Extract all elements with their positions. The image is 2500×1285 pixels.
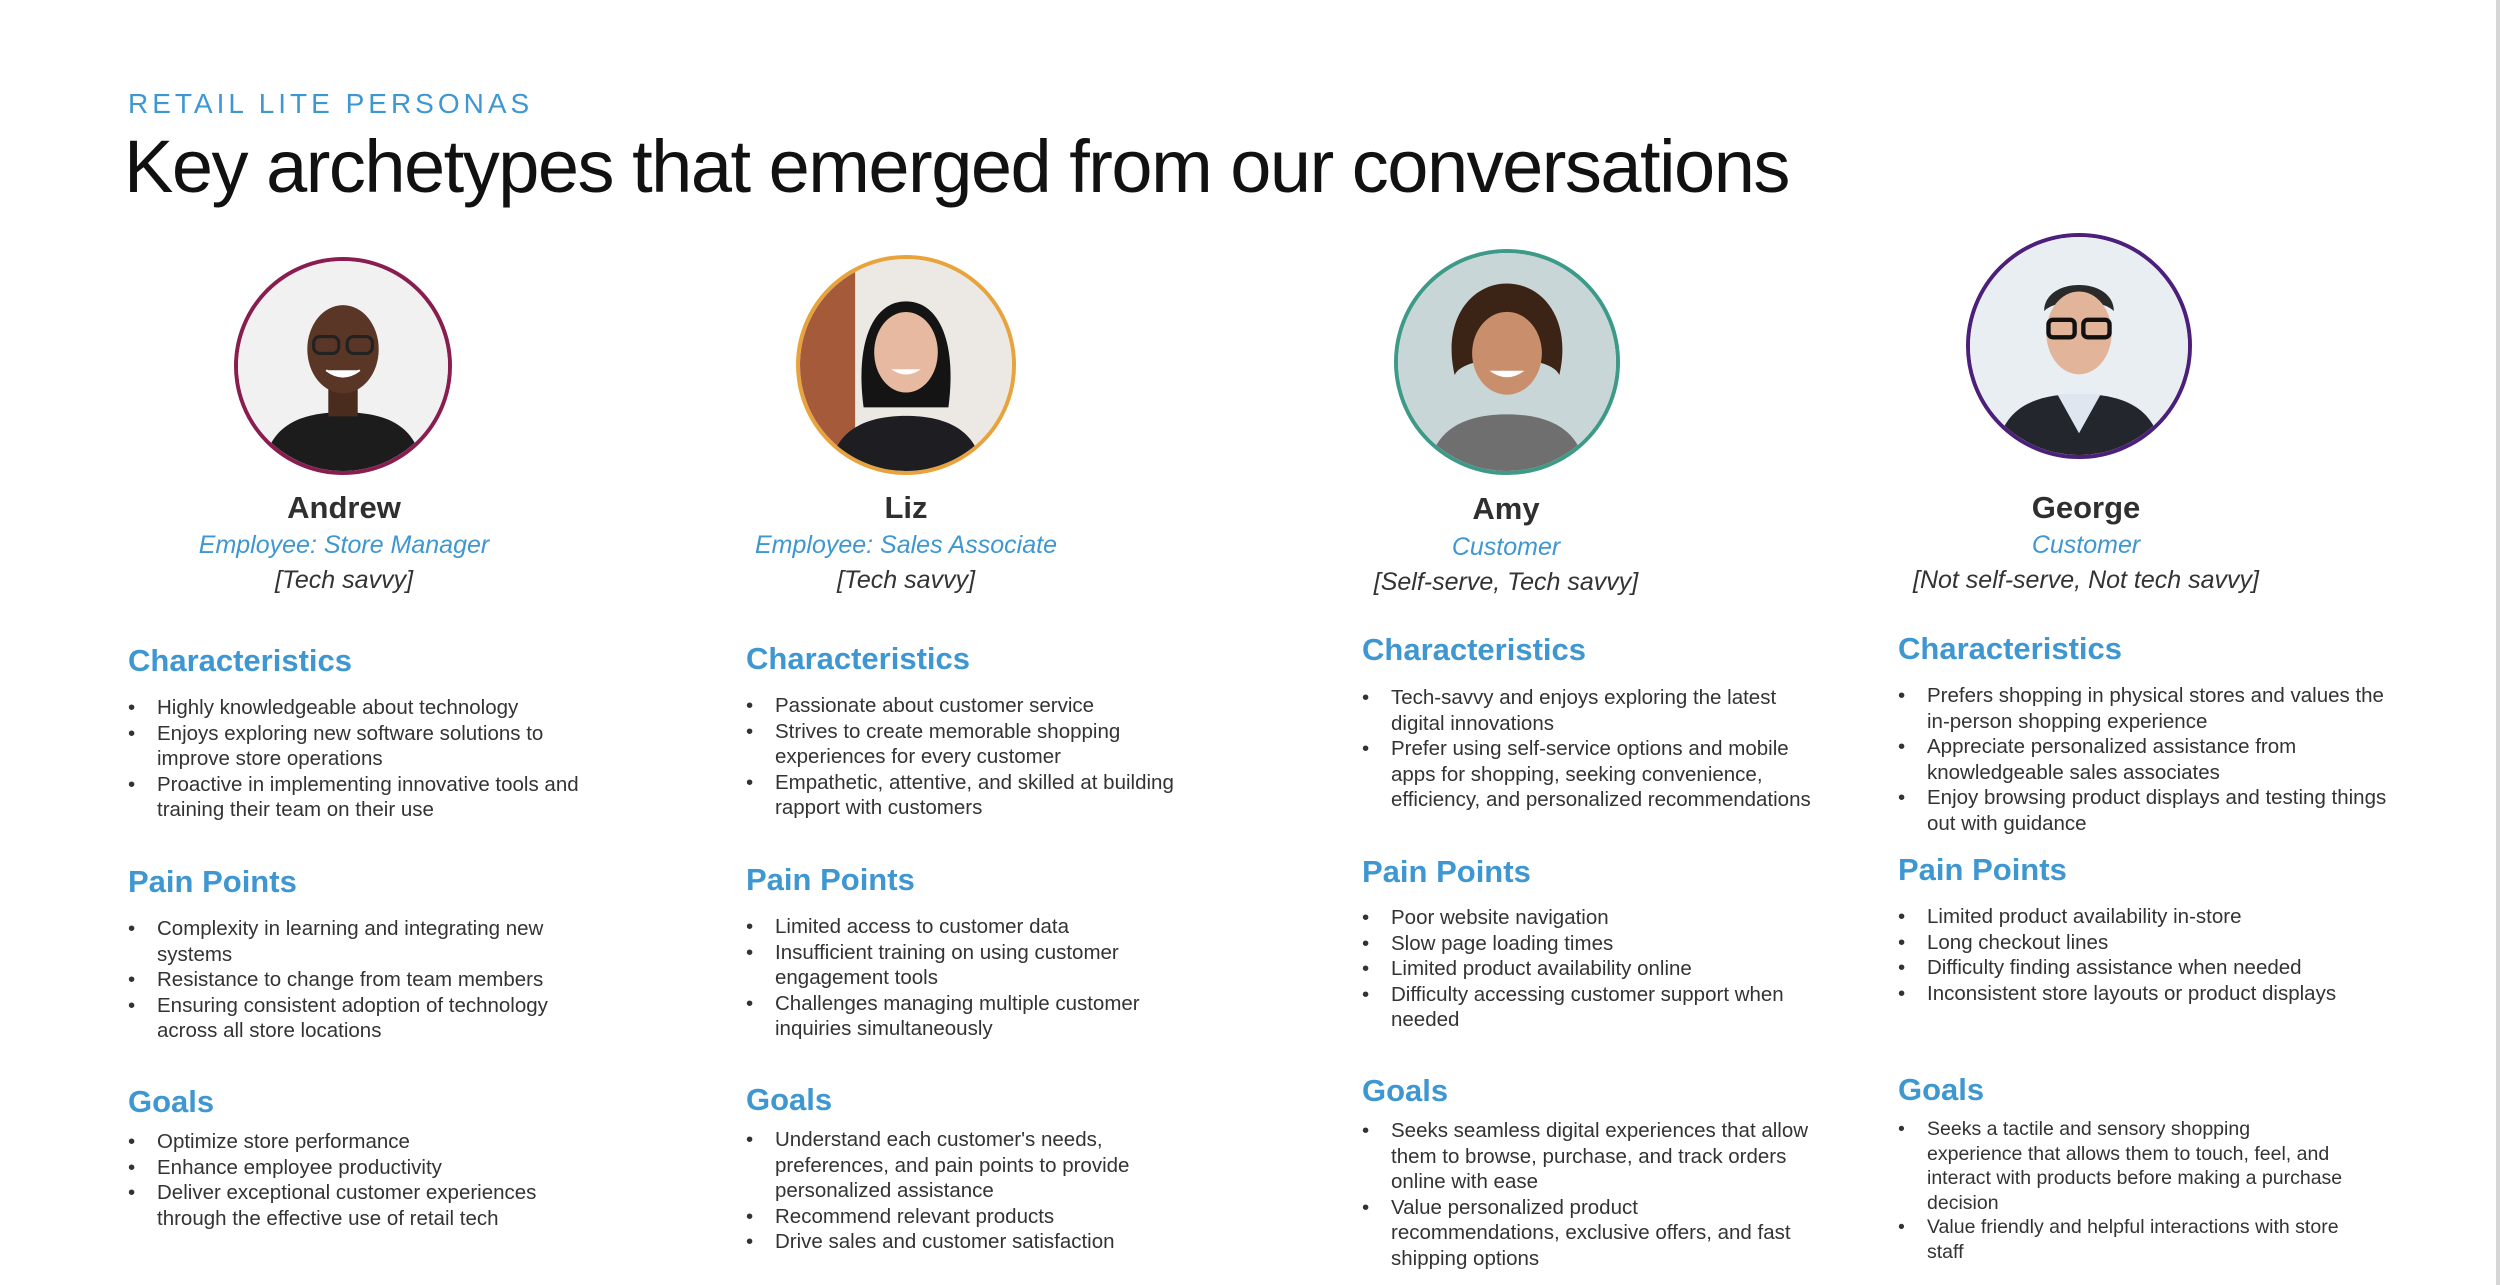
persona-tag: [Not self-serve, Not tech savvy]: [1913, 566, 2259, 594]
characteristics-list: [1898, 683, 2398, 836]
avatar-george: [1966, 233, 2192, 459]
pain-points-list: [1362, 905, 1812, 1033]
pain-points-list: [746, 914, 1186, 1042]
list-item: • Challenges managing multiple customer inquiries simultaneously: [746, 991, 1186, 1042]
goals-list: [128, 1129, 598, 1231]
goals-heading: Goals: [128, 1084, 215, 1119]
pain-points-heading: Pain Points: [128, 864, 297, 899]
goals-list: [1898, 1117, 2348, 1264]
goals-list: [1362, 1118, 1812, 1271]
persona-role: Employee: Store Manager: [198, 531, 490, 559]
person-portrait-icon: [238, 261, 448, 471]
persona-name: Andrew: [287, 490, 401, 525]
list-item: • Insufficient training on using customer engagement tools: [746, 940, 1186, 991]
list-item: • Enhance employee productivity: [128, 1155, 598, 1181]
list-item: • Complexity in learning and integrating new systems: [128, 916, 598, 967]
pain-points-heading: Pain Points: [1362, 854, 1531, 889]
avatar-liz: [796, 255, 1016, 475]
list-item: • Prefer using self-service options and mobile apps for shopping, seeking convenience, efficiency, and personalized recommendations: [1362, 736, 1812, 813]
pain-points-list: [128, 916, 598, 1044]
list-item: • Inconsistent store layouts or product displays: [1898, 981, 2398, 1007]
list-item: • Deliver exceptional customer experiences through the effective use of retail tech: [128, 1180, 598, 1231]
goals-heading: Goals: [746, 1082, 833, 1117]
list-item: • Value friendly and helpful interactions with store staff: [1898, 1215, 2348, 1264]
list-item: • Recommend relevant products: [746, 1204, 1186, 1230]
person-portrait-icon: [1398, 253, 1616, 471]
goals-heading: Goals: [1898, 1072, 1985, 1107]
characteristics-list: [128, 695, 598, 823]
characteristics-heading: Characteristics: [746, 641, 971, 676]
persona-tag: [Self-serve, Tech savvy]: [1373, 568, 1639, 596]
list-item: • Limited access to customer data: [746, 914, 1186, 940]
list-item: • Seeks seamless digital experiences that allow them to browse, purchase, and track orders online with ease: [1362, 1118, 1812, 1195]
goals-list: [746, 1127, 1186, 1255]
list-item: • Long checkout lines: [1898, 930, 2398, 956]
list-item: • Difficulty finding assistance when needed: [1898, 955, 2398, 981]
list-item: • Passionate about customer service: [746, 693, 1186, 719]
list-item: • Difficulty accessing customer support when needed: [1362, 982, 1812, 1033]
list-item: • Limited product availability in-store: [1898, 904, 2398, 930]
characteristics-heading: Characteristics: [1898, 631, 2123, 666]
persona-role: Customer: [2031, 531, 2141, 559]
person-portrait-icon: [800, 259, 1012, 471]
characteristics-heading: Characteristics: [1362, 632, 1587, 667]
list-item: • Understand each customer's needs, preferences, and pain points to provide personalized assistance: [746, 1127, 1186, 1204]
goals-heading: Goals: [1362, 1073, 1449, 1108]
list-item: • Limited product availability online: [1362, 956, 1812, 982]
list-item: • Enjoys exploring new software solutions to improve store operations: [128, 721, 598, 772]
list-item: • Highly knowledgeable about technology: [128, 695, 598, 721]
list-item: • Drive sales and customer satisfaction: [746, 1229, 1186, 1255]
list-item: • Value personalized product recommendations, exclusive offers, and fast shipping options: [1362, 1195, 1812, 1272]
characteristics-list: [746, 693, 1186, 821]
characteristics-heading: Characteristics: [128, 643, 353, 678]
list-item: • Optimize store performance: [128, 1129, 598, 1155]
right-edge-divider: [2496, 0, 2500, 1285]
person-portrait-icon: [1970, 237, 2188, 455]
pain-points-heading: Pain Points: [1898, 852, 2067, 887]
list-item: • Ensuring consistent adoption of technology across all store locations: [128, 993, 598, 1044]
list-item: • Slow page loading times: [1362, 931, 1812, 957]
pain-points-heading: Pain Points: [746, 862, 915, 897]
list-item: • Enjoy browsing product displays and testing things out with guidance: [1898, 785, 2398, 836]
list-item: • Poor website navigation: [1362, 905, 1812, 931]
persona-name: Liz: [884, 490, 928, 525]
avatar-andrew: [234, 257, 452, 475]
list-item: • Appreciate personalized assistance from knowledgeable sales associates: [1898, 734, 2398, 785]
avatar-amy: [1394, 249, 1620, 475]
list-item: • Strives to create memorable shopping experiences for every customer: [746, 719, 1186, 770]
list-item: • Seeks a tactile and sensory shopping experience that allows them to touch, feel, and interact with products before making a purchase decision: [1898, 1117, 2348, 1215]
eyebrow-label: RETAIL LITE PERSONAS: [128, 88, 534, 119]
persona-role: Customer: [1451, 533, 1561, 561]
page-title: Key archetypes that emerged from our conversations: [124, 125, 1789, 208]
list-item: • Proactive in implementing innovative tools and training their team on their use: [128, 772, 598, 823]
list-item: • Prefers shopping in physical stores and values the in-person shopping experience: [1898, 683, 2398, 734]
persona-name: George: [2031, 490, 2141, 525]
persona-tag: [Tech savvy]: [274, 566, 414, 594]
list-item: • Tech-savvy and enjoys exploring the latest digital innovations: [1362, 685, 1812, 736]
pain-points-list: [1898, 904, 2398, 1006]
persona-tag: [Tech savvy]: [836, 566, 976, 594]
list-item: • Resistance to change from team members: [128, 967, 598, 993]
list-item: • Empathetic, attentive, and skilled at building rapport with customers: [746, 770, 1186, 821]
characteristics-list: [1362, 685, 1812, 813]
persona-name: Amy: [1472, 491, 1540, 526]
persona-role: Employee: Sales Associate: [754, 531, 1057, 559]
